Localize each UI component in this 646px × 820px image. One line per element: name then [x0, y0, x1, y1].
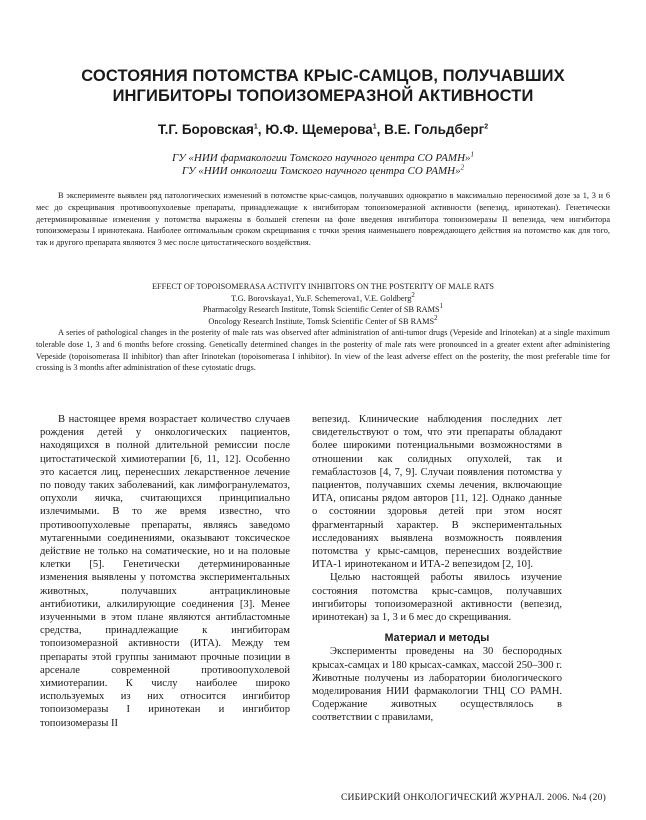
abstract-russian: В эксперименте выявлен ряд патологических изменений в потомстве крыс-самцов, получавших однократно в максимально переносимой дозе за 1, 3 и 6 мес до скрещивания противоопухолевые препараты, принадлежащие к ингибиторам топоизомеразной активности (вепезид, иринотекан). Генетически детерминированные изменения у потомства выражены в большей степени на фоне введения ингибитора топоизомеразы II вепезида, чем ингибитора топоизомеразы I иринотекана. Наиболее оптимальным сроком скрещивания с точки зрения наименьшего повреждающего действия на потомство как для того, так и другого препарата являются 3 мес после цитостатического воздействия.	[36, 191, 610, 248]
author-separator: ,	[376, 122, 385, 137]
author-affil-mark: 2	[484, 123, 489, 131]
journal-footer: СИБИРСКИЙ ОНКОЛОГИЧЕСКИЙ ЖУРНАЛ. 2006. №4 (20)	[340, 792, 606, 803]
affiliation-text: ГУ «НИИ фармакологии Томского научного центра СО РАМН»	[171, 152, 471, 164]
affiliation	[40, 165, 606, 178]
english-title: EFFECT OF TOPOISOMERASA ACTIVITY INHIBITORS ON THE POSTERITY OF MALE RATS	[151, 282, 495, 291]
body-paragraph: В настоящее время возрастает количество случаев рождения детей у онкологических пациентов, находящихся в полной длительной ремиссии после цитостатической химиотерапии [6, 11, 12]. Особенно это касается лиц, перенесших лекарственное лечение по поводу таких заболеваний, как лимфогранулематоз, опухоли яичка, считающихся принципиально излечимыми. В то же время известно, что противоопухолевые препараты, являясь заведомо мутагенными соединениями, оказывают токсическое действие не только на соматические, но и на половые клетки [5]. Генетически детерминированные изменения выявлены у потомства экспериментальных животных, получавших антрациклиновые антибиотики, алкилирующие соединения [3]. Менее изученными в этом плане являются антибластомные средства, принадлежащие к ингибиторам топоизомеразной активности (ИТА). Между тем препараты этой группы занимают прочные позиции в арсенале современной противоопухолевой химиотерапии. К числу наиболее широко используемых из них относится ингибитор топоизомеразы I иринотекан и ингибитор топоизомеразы II	[40, 414, 290, 729]
english-affiliation-mark: 1	[439, 302, 444, 311]
body-paragraph: Целью настоящей работы явилось изучение состояния потомства крыс-самцов, получавших ингибиторы топоизомеразной активности (вепезид, иринотекан) за 1, 3 и 6 мес до скрещивания.	[312, 572, 562, 624]
english-abstract: A series of pathological changes in the posterity of male rats was observed after administration of anti-tumor drugs (Vepeside and Irinotekan) at a single maximum tolerable dose 1, 3 and 6 months before crossing. Genetically determined changes in the posterity of male rats were pronounced in a greater extent after administering Vepeside (topoisomerasa II inhibitor) than after Irinotekan (topoisomerasa I inhibitor). In view of the least adverse effect on the posterity, the most preferable time for crossing is 3 months after administration of these cytostatic drugs.	[36, 328, 610, 373]
author-affil-mark: 1	[372, 123, 377, 131]
english-authors-text: T.G. Borovskaya1, Yu.F. Schemerova1, V.E. Goldberg	[231, 293, 412, 303]
body-paragraph: вепезид. Клинические наблюдения последних лет свидетельствуют о том, что эти препараты обладают более широкими потенциальными возможностями в отношении как солидных опухолей, так и гемабластозов [4, 7, 9]. Случаи появления потомства у пациентов, получавших схемы лечения, включающие ИТА, описаны рядом авторов [11, 12]. Однако данные о состоянии здоровья детей при этом носят фрагментарный характер. В экспериментальных исследованиях выявлена возможность появления потомства у крыс-самцов, перенесших воздействие ИТА-1 иринотеканом и ИТА-2 вепезидом [2, 10].	[312, 414, 562, 571]
author-separator: ,	[257, 122, 266, 137]
affiliation	[40, 152, 606, 165]
english-summary	[36, 281, 610, 374]
english-affiliation	[36, 304, 610, 316]
affiliations	[40, 152, 606, 178]
affiliation-mark: 1	[470, 150, 475, 159]
article-title: СОСТОЯНИЯ ПОТОМСТВА КРЫС-САМЦОВ, ПОЛУЧАВШИХ ИНГИБИТОРЫ ТОПОИЗОМЕРАЗНОЙ АКТИВНОСТИ	[81, 67, 565, 105]
english-affiliation-mark: 2	[434, 314, 438, 323]
author-name: В.Е. Гольдберг	[384, 122, 485, 137]
author-name: Ю.Ф. Щемерова	[265, 122, 373, 137]
english-affiliation	[36, 316, 610, 328]
affiliation-mark: 2	[460, 163, 465, 172]
english-affiliation-text: Pharmacolgy Research Institute, Tomsk Scientific Center of SB RAMS	[202, 305, 440, 315]
body-column-left	[40, 413, 290, 730]
author-name: Т.Г. Боровская	[157, 122, 254, 137]
body-paragraph: Эксперименты проведены на 30 беспородных крысах-самцах и 180 крысах-самках, массой 250–300 г. Животные получены из лаборатории биологического моделирования НИИ фармакологии ТНЦ СО РАМН. Содержание животных осуществлялось в соответствии с правилами,	[312, 646, 562, 724]
english-authors	[36, 290, 610, 305]
section-heading: Материал и методы	[384, 632, 490, 645]
affiliation-text: ГУ «НИИ онкологии Томского научного центра СО РАМН»	[181, 165, 461, 177]
authors	[40, 122, 606, 137]
english-affiliation-text: Oncology Research Institute, Tomsk Scientific Center of SB RAMS	[208, 316, 435, 326]
body-column-right	[312, 413, 562, 725]
english-authors-mark: 2	[411, 290, 415, 299]
author-affil-mark: 1	[253, 123, 258, 131]
